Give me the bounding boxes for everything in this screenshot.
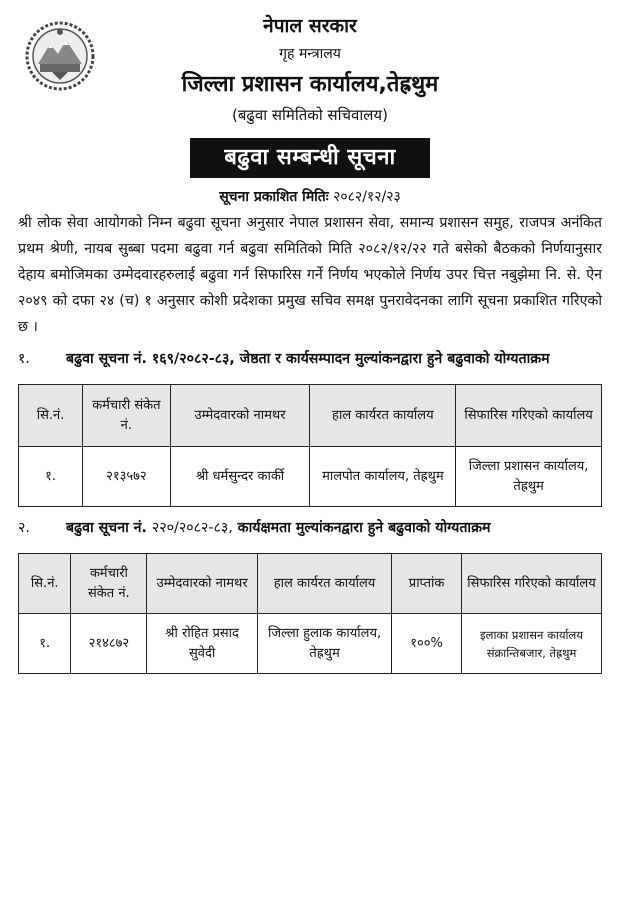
col-current-office: हाल कार्यरत कार्यालय [258,554,392,614]
ministry-title: गृह मन्त्रालय [279,46,341,62]
publish-date-value: २०८२/१२/२३ [333,189,401,205]
section-2-table [18,553,602,674]
cell-sn: १. [19,614,71,674]
section-1-text: बढुवा सूचना नं. १६९/२०८२-८३, जेष्ठता र कार्यसम्पादन मुल्यांकनद्वारा हुने बढुवाको योग्यताक्रम [66,351,550,367]
col-employee-code: कर्मचारी संकेत नं. [71,554,147,614]
section-2-text-c: कार्यक्षमता मुल्यांकनद्वारा हुने बढुवाको योग्यताक्रम [237,520,491,536]
government-title: नेपाल सरकार [263,15,357,37]
cell-score: १००% [392,614,462,674]
section-2-text [66,515,602,541]
cell-recommended-office: जिल्ला प्रशासन कार्यालय, तेह्रथुम [456,447,602,507]
cell-employee-code: २१३५७२ [83,447,170,507]
col-candidate-name: उम्मेदवारको नामथर [147,554,258,614]
col-sn: सि.नं. [19,554,71,614]
col-recommended-office: सिफारिस गरिएको कार्यालय [456,385,602,447]
section-1-number: १. [18,351,30,367]
section-1-heading [18,346,602,372]
table-header-row [19,385,602,447]
table-row [19,447,602,507]
cell-candidate-name: श्री रोहित प्रसाद सुवेदी [147,614,258,674]
col-employee-code: कर्मचारी संकेत नं. [83,385,170,447]
cell-recommended-office: इलाका प्रशासन कार्यालय संक्रान्तिबजार, तेह्रथुम [462,614,602,674]
col-candidate-name: उम्मेदवारको नामथर [170,385,310,447]
section-2-heading [18,515,602,541]
publish-date [18,186,602,208]
publish-date-label: सूचना प्रकाशित मितिः [219,189,329,205]
section-2-text-a: बढुवा सूचना नं. [66,520,147,536]
cell-sn: १. [19,447,83,507]
section-2-text-b: २२०/२०८२-८३, [151,520,233,536]
col-sn: सि.नं. [19,385,83,447]
table-row [19,614,602,674]
notice-body: श्री लोक सेवा आयोगको निम्न बढुवा सूचना अनुसार नेपाल प्रशासन सेवा, समान्य प्रशासन समुह, राजपत्र अनंकित प्रथम श्रेणी, नायब सुब्बा पदमा बढुवा गर्न बढुवा समितिको मिति २०८२/१२/२२ गते बसेको बैठकको निर्णयानुसार देहाय बमोजिमका उम्मेदवारहरुलाई बढुवा गर्न सिफारिस गर्ने निर्णय भएकोले निर्णय उपर चित्त नबुझेमा नि. से. ऐन २०४९ को दफा २४ (च) १ अनुसार कोशी प्रदेशका प्रमुख सचिव समक्ष पुनरावेदनका लागि सूचना प्रकाशित गरिएको छ । [18,215,602,335]
col-score: प्राप्तांक [392,554,462,614]
letterhead [18,0,602,128]
cell-employee-code: २१४८७२ [71,614,147,674]
cell-current-office: मालपोत कार्यालय, तेह्रथुम [310,447,456,507]
col-current-office: हाल कार्यरत कार्यालय [310,385,456,447]
nepal-emblem-icon [22,18,98,94]
section-2-number: २. [18,520,30,536]
table-header-row [19,554,602,614]
col-recommended-office: सिफारिस गरिएको कार्यालय [462,554,602,614]
secretariat-title: (बढुवा समितिको सचिवालय) [232,106,388,124]
cell-candidate-name: श्री धर्मसुन्दर कार्की [170,447,310,507]
cell-current-office: जिल्ला हुलाक कार्यालय, तेह्रथुम [258,614,392,674]
office-title: जिल्ला प्रशासन कार्यालय,तेह्रथुम [181,72,439,97]
section-1-table [18,384,602,507]
notice-banner: बढुवा सम्बन्धी सूचना [190,138,429,178]
